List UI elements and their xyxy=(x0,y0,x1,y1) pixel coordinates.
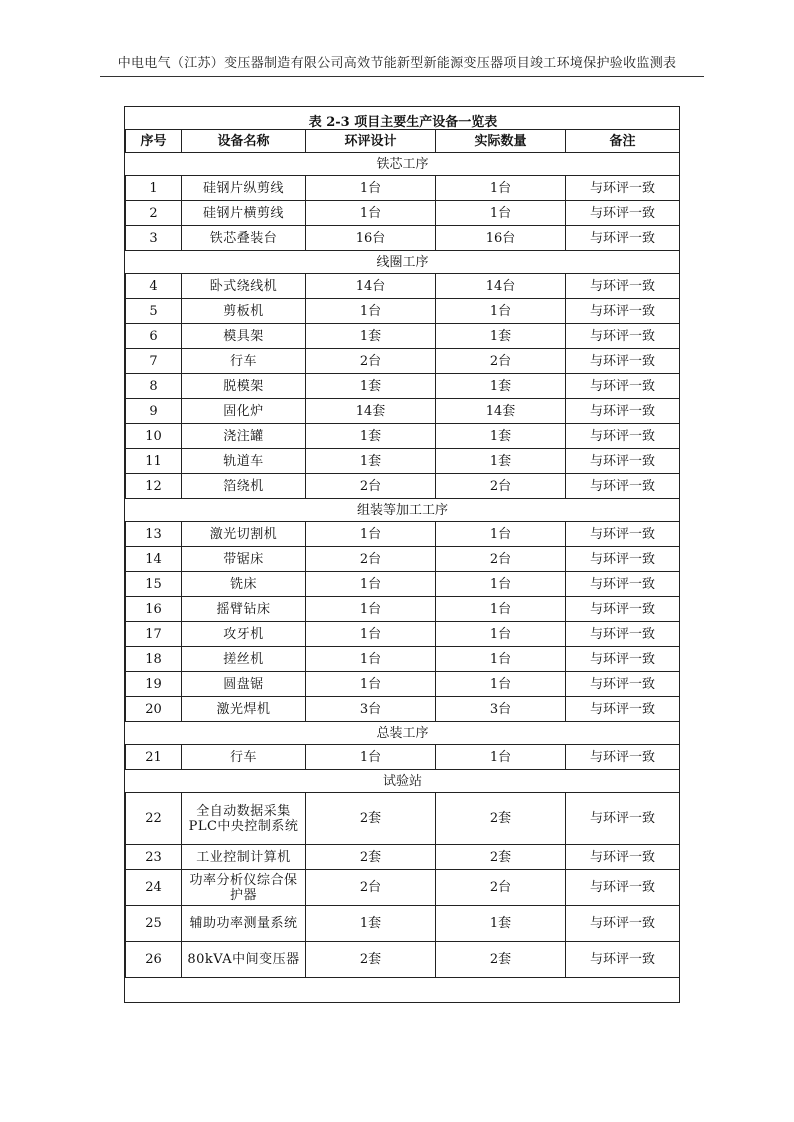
table-row xyxy=(126,274,680,299)
cell-actual: 2台 xyxy=(436,547,566,572)
cell-no: 22 xyxy=(126,793,182,845)
table-frame xyxy=(124,106,680,1003)
cell-design: 1台 xyxy=(306,176,436,201)
cell-no: 12 xyxy=(126,474,182,499)
cell-actual: 14套 xyxy=(436,399,566,424)
cell-design: 2套 xyxy=(306,793,436,845)
cell-no: 25 xyxy=(126,906,182,942)
cell-actual: 1台 xyxy=(436,622,566,647)
table-caption: 表 2-3 项目主要生产设备一览表 xyxy=(308,115,498,130)
cell-name: 摇臂钻床 xyxy=(182,597,306,622)
cell-note: 与环评一致 xyxy=(566,942,680,978)
cell-no: 4 xyxy=(126,274,182,299)
table-row xyxy=(126,870,680,906)
cell-name: 圆盘锯 xyxy=(182,672,306,697)
table-row xyxy=(126,745,680,770)
section-title: 铁芯工序 xyxy=(126,153,680,176)
cell-actual: 14台 xyxy=(436,274,566,299)
cell-actual: 2套 xyxy=(436,942,566,978)
cell-name: 硅钢片纵剪线 xyxy=(182,176,306,201)
cell-note: 与环评一致 xyxy=(566,374,680,399)
section-title: 试验站 xyxy=(126,770,680,793)
cell-note: 与环评一致 xyxy=(566,697,680,722)
cell-name: 脱模架 xyxy=(182,374,306,399)
cell-note: 与环评一致 xyxy=(566,845,680,870)
cell-no: 14 xyxy=(126,547,182,572)
cell-no: 8 xyxy=(126,374,182,399)
cell-note: 与环评一致 xyxy=(566,793,680,845)
cell-actual: 2台 xyxy=(436,474,566,499)
cell-no: 1 xyxy=(126,176,182,201)
cell-name: 激光焊机 xyxy=(182,697,306,722)
table-row xyxy=(126,449,680,474)
cell-design: 1套 xyxy=(306,374,436,399)
col-header-actual: 实际数量 xyxy=(436,130,566,153)
cell-note: 与环评一致 xyxy=(566,176,680,201)
cell-actual: 1套 xyxy=(436,449,566,474)
cell-note: 与环评一致 xyxy=(566,547,680,572)
col-header-name: 设备名称 xyxy=(182,130,306,153)
cell-design: 2套 xyxy=(306,942,436,978)
cell-design: 1套 xyxy=(306,906,436,942)
header-divider xyxy=(100,76,704,77)
cell-note: 与环评一致 xyxy=(566,906,680,942)
cell-actual: 1套 xyxy=(436,324,566,349)
cell-design: 14台 xyxy=(306,274,436,299)
cell-no: 13 xyxy=(126,522,182,547)
cell-design: 1台 xyxy=(306,647,436,672)
cell-note: 与环评一致 xyxy=(566,622,680,647)
cell-name: 铣床 xyxy=(182,572,306,597)
cell-design: 1台 xyxy=(306,522,436,547)
cell-name: 功率分析仪综合保护器 xyxy=(182,870,306,906)
cell-name: 硅钢片横剪线 xyxy=(182,201,306,226)
section-row xyxy=(126,251,680,274)
table-row xyxy=(126,906,680,942)
cell-name: 工业控制计算机 xyxy=(182,845,306,870)
cell-name: 铁芯叠装台 xyxy=(182,226,306,251)
table-row xyxy=(126,522,680,547)
section-row xyxy=(126,499,680,522)
cell-actual: 1套 xyxy=(436,906,566,942)
section-row xyxy=(126,770,680,793)
cell-note: 与环评一致 xyxy=(566,745,680,770)
table-row xyxy=(126,597,680,622)
cell-actual: 1套 xyxy=(436,424,566,449)
section-title: 总装工序 xyxy=(126,722,680,745)
col-header-note: 备注 xyxy=(566,130,680,153)
section-title: 组装等加工工序 xyxy=(126,499,680,522)
cell-actual: 1台 xyxy=(436,745,566,770)
equipment-table xyxy=(125,129,680,978)
cell-note: 与环评一致 xyxy=(566,572,680,597)
cell-no: 7 xyxy=(126,349,182,374)
cell-name: 模具架 xyxy=(182,324,306,349)
cell-no: 21 xyxy=(126,745,182,770)
cell-no: 23 xyxy=(126,845,182,870)
table-row xyxy=(126,324,680,349)
cell-actual: 1台 xyxy=(436,572,566,597)
cell-note: 与环评一致 xyxy=(566,597,680,622)
cell-design: 16台 xyxy=(306,226,436,251)
table-row xyxy=(126,793,680,845)
table-row xyxy=(126,349,680,374)
cell-design: 2台 xyxy=(306,870,436,906)
cell-name: 卧式绕线机 xyxy=(182,274,306,299)
col-header-design: 环评设计 xyxy=(306,130,436,153)
cell-design: 3台 xyxy=(306,697,436,722)
table-row xyxy=(126,424,680,449)
cell-note: 与环评一致 xyxy=(566,424,680,449)
table-row xyxy=(126,647,680,672)
section-title: 线圈工序 xyxy=(126,251,680,274)
cell-note: 与环评一致 xyxy=(566,274,680,299)
cell-design: 2台 xyxy=(306,474,436,499)
cell-actual: 1台 xyxy=(436,201,566,226)
cell-note: 与环评一致 xyxy=(566,324,680,349)
cell-no: 16 xyxy=(126,597,182,622)
cell-name: 轨道车 xyxy=(182,449,306,474)
table-row xyxy=(126,299,680,324)
cell-design: 14套 xyxy=(306,399,436,424)
table-row xyxy=(126,474,680,499)
cell-name: 带锯床 xyxy=(182,547,306,572)
cell-name: 辅助功率测量系统 xyxy=(182,906,306,942)
table-row xyxy=(126,374,680,399)
cell-design: 1台 xyxy=(306,572,436,597)
cell-name: 80kVA中间变压器 xyxy=(182,942,306,978)
cell-name: 箔绕机 xyxy=(182,474,306,499)
cell-actual: 16台 xyxy=(436,226,566,251)
cell-design: 1台 xyxy=(306,672,436,697)
table-row xyxy=(126,845,680,870)
cell-name: 浇注罐 xyxy=(182,424,306,449)
table-row xyxy=(126,942,680,978)
table-row xyxy=(126,672,680,697)
cell-note: 与环评一致 xyxy=(566,672,680,697)
cell-note: 与环评一致 xyxy=(566,522,680,547)
cell-actual: 2套 xyxy=(436,793,566,845)
cell-actual: 1台 xyxy=(436,672,566,697)
cell-note: 与环评一致 xyxy=(566,299,680,324)
cell-actual: 1台 xyxy=(436,597,566,622)
cell-design: 2台 xyxy=(306,547,436,572)
cell-actual: 1台 xyxy=(436,522,566,547)
col-header-no: 序号 xyxy=(126,130,182,153)
cell-note: 与环评一致 xyxy=(566,399,680,424)
cell-actual: 2台 xyxy=(436,870,566,906)
cell-name: 行车 xyxy=(182,745,306,770)
page-header: 中电电气（江苏）变压器制造有限公司高效节能新型新能源变压器项目竣工环境保护验收监测表 xyxy=(117,56,677,71)
section-row xyxy=(126,722,680,745)
cell-design: 1台 xyxy=(306,597,436,622)
table-row xyxy=(126,697,680,722)
table-header-row xyxy=(126,130,680,153)
table-row xyxy=(126,547,680,572)
cell-no: 19 xyxy=(126,672,182,697)
cell-design: 1台 xyxy=(306,622,436,647)
cell-no: 2 xyxy=(126,201,182,226)
cell-note: 与环评一致 xyxy=(566,226,680,251)
cell-design: 2台 xyxy=(306,349,436,374)
cell-design: 1台 xyxy=(306,745,436,770)
cell-design: 1台 xyxy=(306,299,436,324)
cell-note: 与环评一致 xyxy=(566,474,680,499)
cell-note: 与环评一致 xyxy=(566,201,680,226)
cell-name: 激光切割机 xyxy=(182,522,306,547)
cell-no: 9 xyxy=(126,399,182,424)
cell-design: 2套 xyxy=(306,845,436,870)
cell-no: 26 xyxy=(126,942,182,978)
cell-actual: 1套 xyxy=(436,374,566,399)
cell-no: 6 xyxy=(126,324,182,349)
cell-name: 搓丝机 xyxy=(182,647,306,672)
cell-name: 全自动数据采集PLC中央控制系统 xyxy=(182,793,306,845)
table-row xyxy=(126,622,680,647)
cell-actual: 2台 xyxy=(436,349,566,374)
cell-no: 10 xyxy=(126,424,182,449)
table-row xyxy=(126,176,680,201)
cell-no: 18 xyxy=(126,647,182,672)
cell-actual: 2套 xyxy=(436,845,566,870)
cell-note: 与环评一致 xyxy=(566,349,680,374)
table-row xyxy=(126,226,680,251)
cell-name: 行车 xyxy=(182,349,306,374)
cell-actual: 1台 xyxy=(436,176,566,201)
cell-design: 1套 xyxy=(306,424,436,449)
cell-note: 与环评一致 xyxy=(566,449,680,474)
table-row xyxy=(126,572,680,597)
cell-design: 1套 xyxy=(306,324,436,349)
table-row xyxy=(126,201,680,226)
cell-note: 与环评一致 xyxy=(566,647,680,672)
cell-design: 1套 xyxy=(306,449,436,474)
cell-note: 与环评一致 xyxy=(566,870,680,906)
cell-design: 1台 xyxy=(306,201,436,226)
cell-name: 攻牙机 xyxy=(182,622,306,647)
cell-no: 20 xyxy=(126,697,182,722)
cell-actual: 1台 xyxy=(436,299,566,324)
cell-no: 11 xyxy=(126,449,182,474)
cell-actual: 3台 xyxy=(436,697,566,722)
cell-name: 固化炉 xyxy=(182,399,306,424)
table-row xyxy=(126,399,680,424)
cell-no: 17 xyxy=(126,622,182,647)
section-row xyxy=(126,153,680,176)
cell-no: 15 xyxy=(126,572,182,597)
cell-no: 24 xyxy=(126,870,182,906)
cell-no: 5 xyxy=(126,299,182,324)
cell-name: 剪板机 xyxy=(182,299,306,324)
cell-actual: 1台 xyxy=(436,647,566,672)
cell-no: 3 xyxy=(126,226,182,251)
